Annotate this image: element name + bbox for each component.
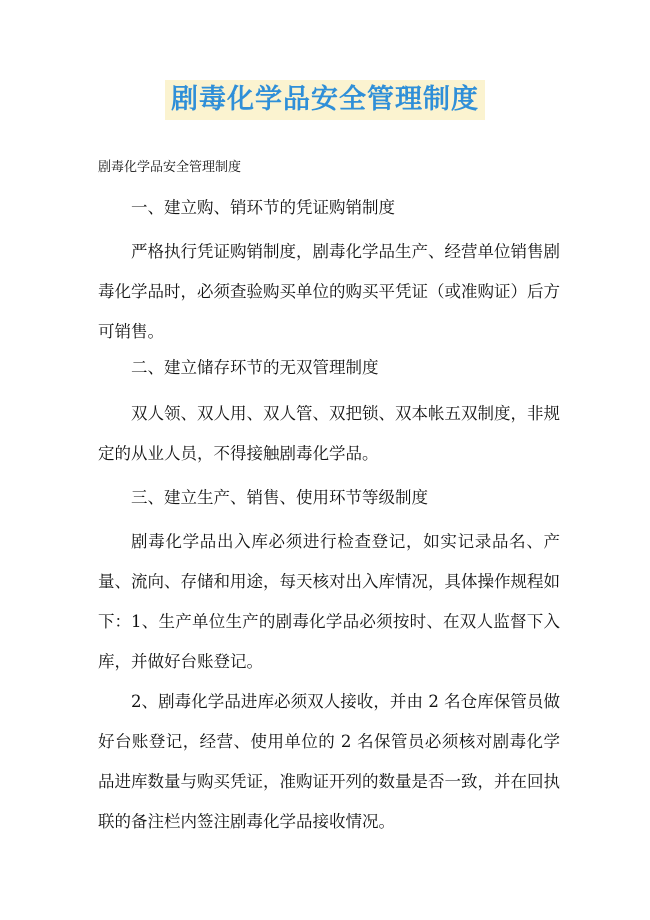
paragraph-4: 1、生产单位生产的剧毒化学品必须按时、在双人监督下入库，并做好台账登记。 (98, 612, 560, 671)
paragraph-1: 严格执行凭证购销制度，剧毒化学品生产、经营单位销售剧毒化学品时，必须查验购买单位的购买平凭证（或准购证）后方可销售。 (98, 242, 560, 341)
document-subtitle: 剧毒化学品安全管理制度 (98, 160, 242, 175)
paragraph-2: 双人领、双人用、双人管、双把锁、双本帐五双制度，非规定的从业人员，不得接触剧毒化学品。 (98, 404, 560, 463)
paragraph-5: 2、剧毒化学品进库必须双人接收，并由 2 名仓库保管员做好台账登记，经营、使用单位的 2 名保管员必须核对剧毒化学品进库数量与购买凭证，准购证开列的数量是否一致，并在回执联的备注栏内签注剧毒化学品接收情况。 (98, 692, 560, 831)
page-title: 剧毒化学品安全管理制度 (165, 80, 485, 120)
paragraph-3: 剧毒化学品出入库必须进行检查登记，如实记录品名、产量、流向、存储和用途，每天核对出入库情况，具体操作规程如下： (98, 532, 560, 631)
section-heading-2: 二、建立储存环节的无双管理制度 (131, 358, 379, 377)
section-heading-1: 一、建立购、销环节的凭证购销制度 (131, 198, 395, 217)
section-heading-3: 三、建立生产、销售、使用环节等级制度 (131, 488, 428, 507)
title-container (0, 80, 650, 120)
